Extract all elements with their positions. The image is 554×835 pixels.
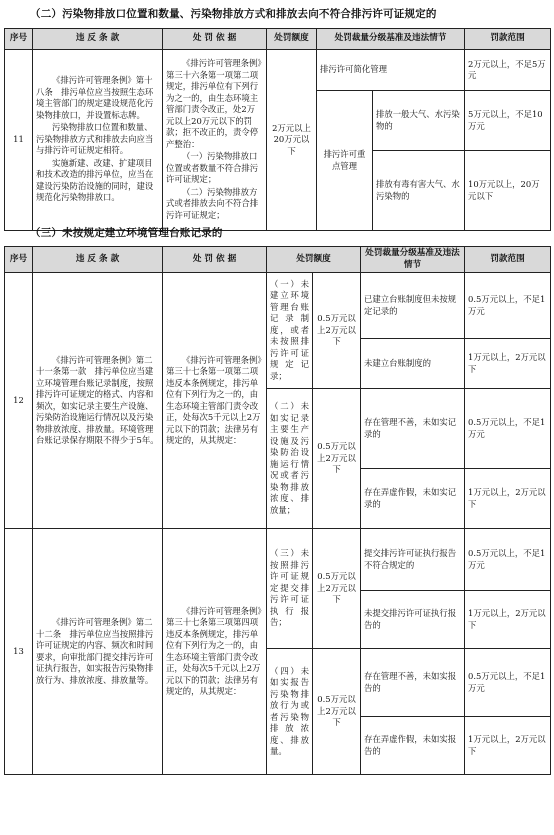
violated-clause-11 — [33, 50, 163, 231]
basis-paragraph: 《排污许可管理条例》第三十六条第一项第二项规定，排污单位有下列行为之一的，由生态环境主管部门责令改正，处2万元以上20万元以下的罚款；拒不改正的，责令停产整治： — [166, 58, 262, 149]
col-header-grading: 处罚裁量分级基准及违法情节 — [317, 29, 465, 50]
violated-clause-12: 《排污许可管理条例》第二十一条第一款 排污单位应当建立环境管理台账记录制度，按照排污许可证规定的格式、内容和频次，如实记录主要生产设施、污染防治设施运行情况以及污染物排放浓度、排放量。环境管理台账记录保存期限不得少于5年。 — [33, 273, 163, 529]
penalty-basis-13: 《排污许可管理条例》第三十七条第三项第四项 违反本条例规定，排污单位有下列行为之一的，由生态环境主管部门责令改正，处每次5千元以上2万元以下的罚款；法律另有规定的，从其规定： — [163, 529, 267, 775]
violation-subitem-2: （二）未如实记录主要生产设施及污染防治设施运行情况或者污染物排放浓度、排放量； — [267, 389, 313, 529]
col-header-no: 序号 — [5, 29, 33, 50]
grading-level: 提交排污许可证执行报告不符合规定的 — [361, 529, 465, 591]
clause-paragraph: 《排污许可管理条例》第十八条 排污单位应当按照生态环境主管部门的规定建设规范化污染物排放口，并设置标志牌。 — [36, 75, 154, 120]
violation-subitem-4: （四）未如实报告污染物排放行为或者污染物排放浓度、排放量。 — [267, 649, 313, 775]
grading-level: 未提交排污许可证执行报告的 — [361, 591, 465, 649]
clause-paragraph: 污染物排放口位置和数量、污染物排放方式和排放去向应当与排污许可证规定相符。 — [36, 122, 154, 156]
col-header-no: 序号 — [5, 247, 33, 273]
row-number-13: 13 — [5, 529, 33, 775]
grading-level: 未建立台账制度的 — [361, 339, 465, 389]
grading-group: 排污许可重点管理 — [317, 91, 373, 231]
col-header-clause: 违 反 条 款 — [33, 29, 163, 50]
grading-level: 存在管理不善，未如实报告的 — [361, 649, 465, 717]
fine-range: 1万元以上，2万元以下 — [465, 469, 551, 529]
section3-table — [4, 246, 551, 775]
grading-level: 存在弄虚作假，未如实记录的 — [361, 469, 465, 529]
grading-level: 排放有毒有害大气、水污染物的 — [373, 151, 465, 231]
col-header-grading: 处罚裁量分级基准及违法情节 — [361, 247, 465, 273]
section2-table — [4, 28, 551, 231]
fine-range: 1万元以上，2万元以下 — [465, 339, 551, 389]
violation-subitem-1: （一）未建立环境管理台账记录制度，或者未按照排污许可证规定记录； — [267, 273, 313, 389]
penalty-amount: 0.5万元以上2万元以下 — [313, 649, 361, 775]
fine-range: 0.5万元以上，不足1万元 — [465, 529, 551, 591]
penalty-amount-11: 2万元以上20万元以下 — [267, 50, 317, 231]
penalty-basis-12: 《排污许可管理条例》第三十七条第一项第二项 违反本条例规定，排污单位有下列行为之一的，由生态环境主管部门责令改正，处每次5千元以上2万元以下的罚款；法律另有规定的，从其规定： — [163, 273, 267, 529]
clause-paragraph: 实施新建、改建、扩建项目和技术改造的排污单位，应当在建设污染防治设施的同时，建设规范化污染物排放口。 — [36, 157, 154, 203]
col-header-clause: 违 反 条 款 — [33, 247, 163, 273]
fine-range: 0.5万元以上，不足1万元 — [465, 273, 551, 339]
fine-range: 1万元以上，2万元以下 — [465, 717, 551, 775]
basis-paragraph: （二）污染物排放方式或者排放去向不符合排污许可证规定； — [166, 186, 259, 220]
row-number-12: 12 — [5, 273, 33, 529]
violated-clause-13: 《排污许可管理条例》第二十二条 排污单位应当按照排污许可证规定的内容、频次和时间要求，向审批部门提交排污许可证执行报告，如实报告污染物排放行为、排放浓度、排放量等。 — [33, 529, 163, 775]
col-header-amount: 处罚额度 — [267, 29, 317, 50]
penalty-amount: 0.5万元以上2万元以下 — [313, 273, 361, 389]
grading-level: 排放一般大气、水污染物的 — [373, 91, 465, 151]
grading-level: 排污许可简化管理 — [317, 50, 465, 91]
col-header-basis: 处 罚 依 据 — [163, 29, 267, 50]
violation-subitem-3: （三）未按照排污许可证规定提交排污许可证执行报告； — [267, 529, 313, 649]
fine-range: 0.5万元以上，不足1万元 — [465, 389, 551, 469]
section2-header-row — [5, 29, 551, 50]
col-header-basis: 处 罚 依 据 — [163, 247, 267, 273]
penalty-amount: 0.5万元以上2万元以下 — [313, 529, 361, 649]
penalty-amount: 0.5万元以上2万元以下 — [313, 389, 361, 529]
grading-level: 存在弄虚作假，未如实报告的 — [361, 717, 465, 775]
penalty-basis-11 — [163, 50, 267, 231]
fine-range: 10万元以上，20万元以下 — [465, 151, 551, 231]
col-header-range: 罚款范围 — [465, 247, 551, 273]
section2-title: （二）污染物排放口位置和数量、污染物排放方式和排放去向不符合排污许可证规定的 — [30, 8, 437, 20]
col-header-range: 罚款范围 — [465, 29, 551, 50]
grading-level: 已建立台账制度但未按规定记录的 — [361, 273, 465, 339]
grading-level: 存在管理不善，未如实记录的 — [361, 389, 465, 469]
col-header-amount: 处罚额度 — [267, 247, 361, 273]
section3-title: （三）未按规定建立环境管理台账记录的 — [30, 227, 223, 239]
fine-range: 2万元以上，不足5万元 — [465, 50, 551, 91]
row-number-11: 11 — [5, 50, 33, 231]
fine-range: 1万元以上，2万元以下 — [465, 591, 551, 649]
section3-header-row — [5, 247, 551, 273]
fine-range: 0.5万元以上，不足1万元 — [465, 649, 551, 717]
fine-range: 5万元以上，不足10万元 — [465, 91, 551, 151]
basis-paragraph: （一）污染物排放口位置或者数量不符合排污许可证规定； — [166, 151, 259, 184]
